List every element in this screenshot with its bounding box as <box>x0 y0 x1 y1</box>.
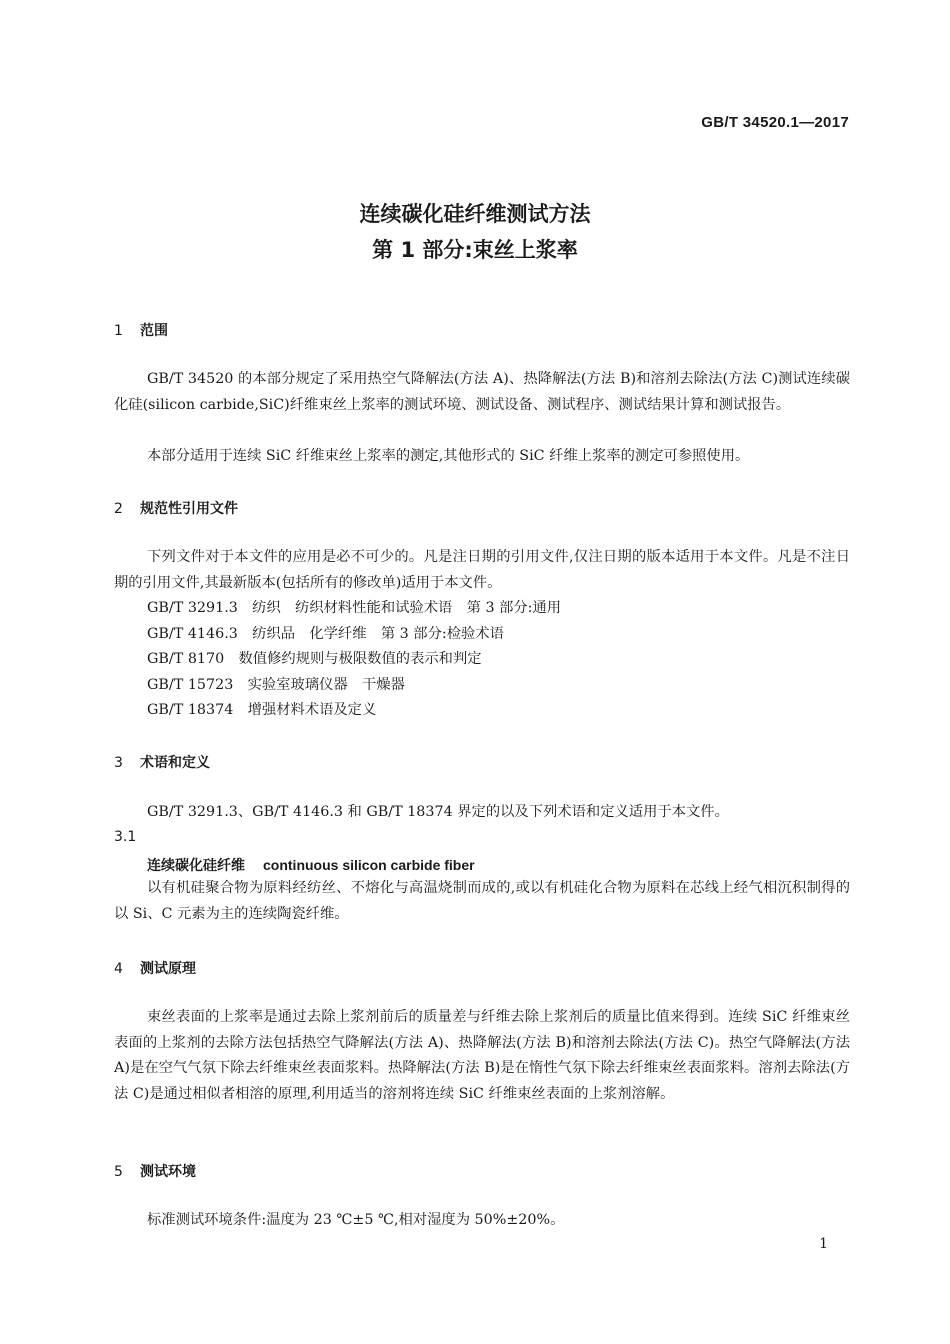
environment-paragraph: 标准测试环境条件:温度为 23 ℃±5 ℃,相对湿度为 50%±20%。 <box>147 1212 565 1228</box>
reference-item: GB/T 8170 数值修约规则与极限数值的表示和判定 <box>147 651 482 667</box>
title-line-1: 连续碳化硅纤维测试方法 <box>359 202 591 226</box>
principle-paragraph: 束丝表面的上浆率是通过去除上浆剂前后的质量差与纤维去除上浆剂后的质量比值来得到。连续 SiC 纤维束丝表面的上浆剂的去除方法包括热空气降解法(方法 A)、热降解法(方法 B)和溶剂去除法(方法 C)。热空气降解法(方法 A)是在空气气氛下除去纤维束丝表面浆料。热降解法(方法 B)是在惰性气氛下除去纤维束丝表面浆料。溶剂去除法(方法 C)是通过相似者相溶的原理,利用适当的溶剂将连续 SiC 纤维束丝表面的上浆剂溶解。 <box>114 1009 850 1102</box>
section-title: 测试原理 <box>140 961 196 977</box>
section-number: 1 <box>114 323 123 339</box>
section-title: 规范性引用文件 <box>140 501 238 517</box>
standard-code: GB/T 34520.1—2017 <box>701 114 849 131</box>
term-definition: 以有机硅聚合物为原料经纺丝、不熔化与高温烧制而成的,或以有机硅化合物为原料在芯线上经气相沉积制得的以 Si、C 元素为主的连续陶瓷纤维。 <box>114 880 850 922</box>
references-intro-paragraph: 下列文件对于本文件的应用是必不可少的。凡是注日期的引用文件,仅注日期的版本适用于本文件。凡是不注日期的引用文件,其最新版本(包括所有的修改单)适用于本文件。 <box>114 549 850 591</box>
term-entry <box>147 855 475 875</box>
section-title: 测试环境 <box>140 1164 196 1180</box>
reference-item: GB/T 3291.3 纺织 纺织材料性能和试验术语 第 3 部分:通用 <box>147 600 562 616</box>
document-title <box>0 196 950 268</box>
section-title: 范围 <box>140 323 168 339</box>
section-number: 4 <box>114 961 123 977</box>
reference-item: GB/T 15723 实验室玻璃仪器 干燥器 <box>147 677 405 693</box>
term-chinese: 连续碳化硅纤维 <box>147 858 245 874</box>
reference-item: GB/T 18374 增强材料术语及定义 <box>147 702 377 718</box>
scope-paragraph-2: 本部分适用于连续 SiC 纤维束丝上浆率的测定,其他形式的 SiC 纤维上浆率的测定可参照使用。 <box>147 448 750 464</box>
page-number: 1 <box>819 1236 828 1252</box>
scope-paragraph-1: GB/T 34520 的本部分规定了采用热空气降解法(方法 A)、热降解法(方法 B)和溶剂去除法(方法 C)测试连续碳化硅(silicon carbide,SiC)纤维束丝上浆率的测试环境、测试设备、测试程序、测试结果计算和测试报告。 <box>114 371 850 413</box>
section-heading-test-environment <box>114 1161 196 1181</box>
title-line-2: 第 1 部分:束丝上浆率 <box>372 238 578 262</box>
section-heading-scope <box>114 320 168 340</box>
term-number: 3.1 <box>114 829 137 845</box>
terms-intro-paragraph: GB/T 3291.3、GB/T 4146.3 和 GB/T 18374 界定的以及下列术语和定义适用于本文件。 <box>147 804 729 820</box>
reference-item: GB/T 4146.3 纺织品 化学纤维 第 3 部分:检验术语 <box>147 626 504 642</box>
section-number: 3 <box>114 755 123 771</box>
section-number: 5 <box>114 1164 123 1180</box>
section-number: 2 <box>114 501 123 517</box>
section-heading-normative-references <box>114 498 238 518</box>
term-english: continuous silicon carbide fiber <box>263 857 475 873</box>
section-heading-terms-definitions <box>114 752 210 772</box>
section-heading-test-principle <box>114 958 196 978</box>
section-title: 术语和定义 <box>140 755 210 771</box>
